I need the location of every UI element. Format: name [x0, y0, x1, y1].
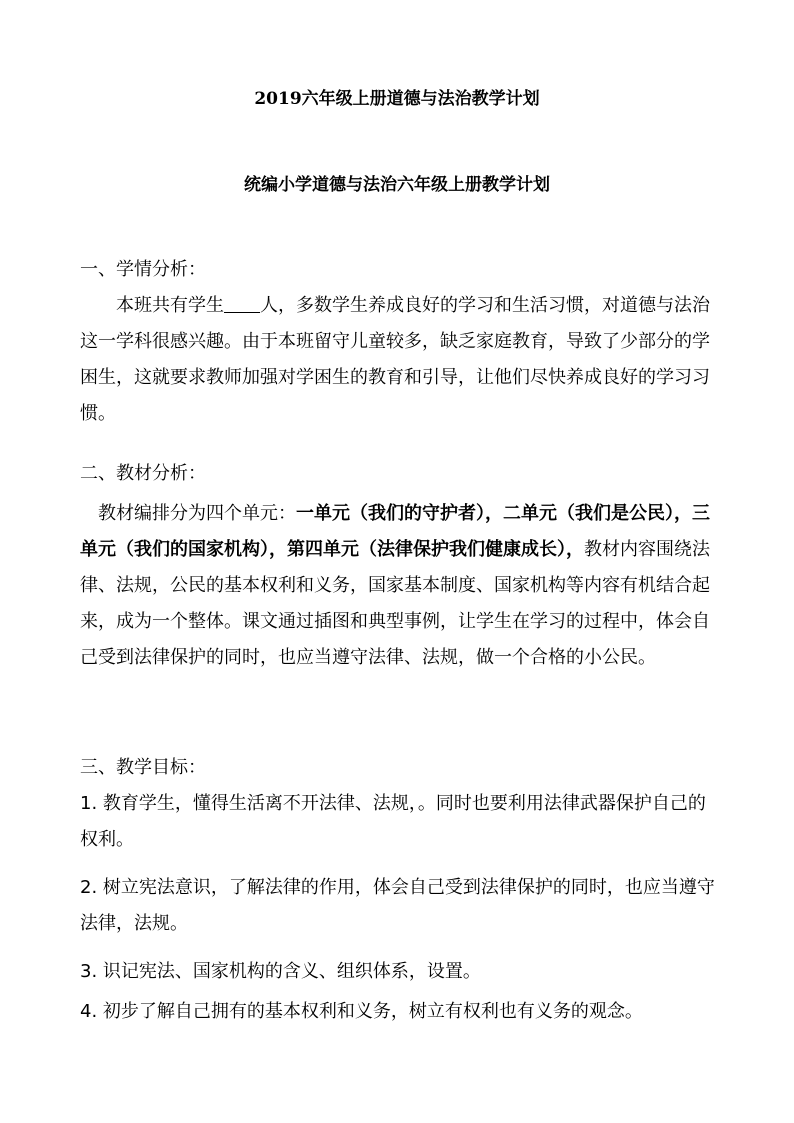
- text-before-blank: 本班共有学生: [116, 295, 224, 316]
- student-count-blank: [224, 294, 260, 313]
- goal-item-4: 4. 初步了解自己拥有的基本权利和义务，树立有权利也有义务的观念。: [80, 1001, 643, 1022]
- section-heading-learning-analysis: 一、学情分析：: [80, 259, 206, 280]
- section-heading-teaching-goals: 三、教学目标：: [80, 757, 206, 778]
- paragraph-textbook-analysis: [80, 496, 720, 676]
- units-list: 一单元（我们的守护者），二单元（我们是公民），三单元（我们的国家机构），第四单元（法律保护我们健康成长），: [80, 503, 710, 560]
- units-intro: 教材编排分为四个单元：: [98, 503, 296, 524]
- paragraph-learning-analysis: [80, 288, 720, 432]
- document-title: 2019六年级上册道德与法治教学计划: [254, 89, 540, 109]
- goal-item-2: 2. 树立宪法意识，了解法律的作用，体会自己受到法律保护的同时，也应当遵守法律，法规。: [80, 877, 715, 934]
- text-after-blank: 人，多数学生养成良好的学习和生活习惯，对道德与法治这一学科很感兴趣。由于本班留守儿童较多，缺乏家庭教育，导致了少部分的学困生，这就要求教师加强对学困生的教育和引导，让他们尽快养成良好的学习习惯。: [80, 295, 710, 424]
- goal-item-3: 3. 识记宪法、国家机构的含义、组织体系，设置。: [80, 961, 481, 982]
- document-subtitle: 统编小学道德与法治六年级上册教学计划: [244, 175, 550, 195]
- textbook-rest: 教材内容围绕法律、法规，公民的基本权利和义务，国家基本制度、国家机构等内容有机结合起来，成为一个整体。课文通过插图和典型事例，让学生在学习的过程中，体会自己受到法律保护的同时，也应当遵守法律、法规，做一个合格的小公民。: [80, 539, 710, 668]
- goal-item-1: 1. 教育学生，懂得生活离不开法律、法规，。同时也要利用法律武器保护自己的权利。: [80, 793, 706, 850]
- section-heading-textbook-analysis: 二、教材分析：: [80, 463, 206, 484]
